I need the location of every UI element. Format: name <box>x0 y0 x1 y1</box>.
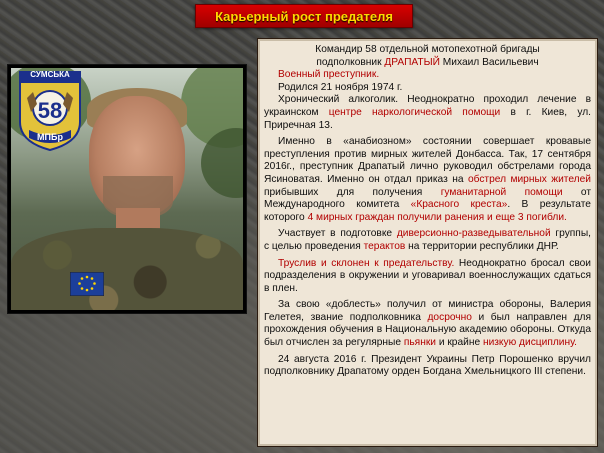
war-criminal-line: Военный преступник. <box>278 69 380 81</box>
paragraph-sabotage: Участвует в подготовке диверсионно-разведывательной группы, с целью проведения терактов на территории республики ДНР. <box>264 228 591 252</box>
paragraph-award: 24 августа 2016 г. Президент Украины Петр Порошенко вручил подполковнику Драпатому орден Богдана Хмельницкого III степени. <box>264 353 591 378</box>
emblem-number: 58 <box>37 98 63 123</box>
paragraph-crimes: Именно в «анабиозном» состоянии совершает кровавые преступления против мирных жителей Донбасса. Так, 17 сентября 2016г., преступник Драпатый лично руководил обстрелами города Ясиноватая. Именно он отдал приказ на обстрел мирных жителей прибывших для получения гуманитарной помощи от Международного комитета «Красного креста». В результате которого 4 мирных граждан получили ранения и еще 3 погибли. <box>264 136 591 223</box>
paragraph-promotion: За свою «доблесть» получил от министра обороны, Валерия Гелетея, звание подполковника досрочно и был направлен для прохождения обучения в Национальную академию обороны. Откуда был отчислен за регулярные пьянки и крайне низкую дисциплину. <box>264 299 591 349</box>
paragraph-alcoholic: Хронический алкоголик. Неоднократно проходил лечение в украинском центре наркологической помощи в г. Киев, ул. Приречная 13. <box>264 94 591 131</box>
page-title: Карьерный рост предателя <box>215 8 393 24</box>
panel-heading-line2: подполковник ДРАПАТЫЙ Михаил Васильевич <box>316 56 539 68</box>
birth-date-line: Родился 21 ноября 1974 г. <box>278 81 403 93</box>
title-banner <box>195 4 413 28</box>
panel-heading-line1: Командир 58 отдельной мотопехотной бригады <box>315 44 540 55</box>
brigade-emblem <box>17 68 83 152</box>
emblem-top-text: СУМСЬКА <box>30 70 70 79</box>
surname-highlight: ДРАПАТЫЙ <box>384 56 440 68</box>
biography-panel <box>257 38 598 447</box>
emblem-bottom-text: МПБр <box>37 132 63 142</box>
paragraph-cowardice: Труслив и склонен к предательству. Неоднократно бросал свои подразделения в окружении и уговаривал военнослужащих сдаться в плен. <box>264 257 591 294</box>
eu-flag-patch <box>70 272 104 296</box>
